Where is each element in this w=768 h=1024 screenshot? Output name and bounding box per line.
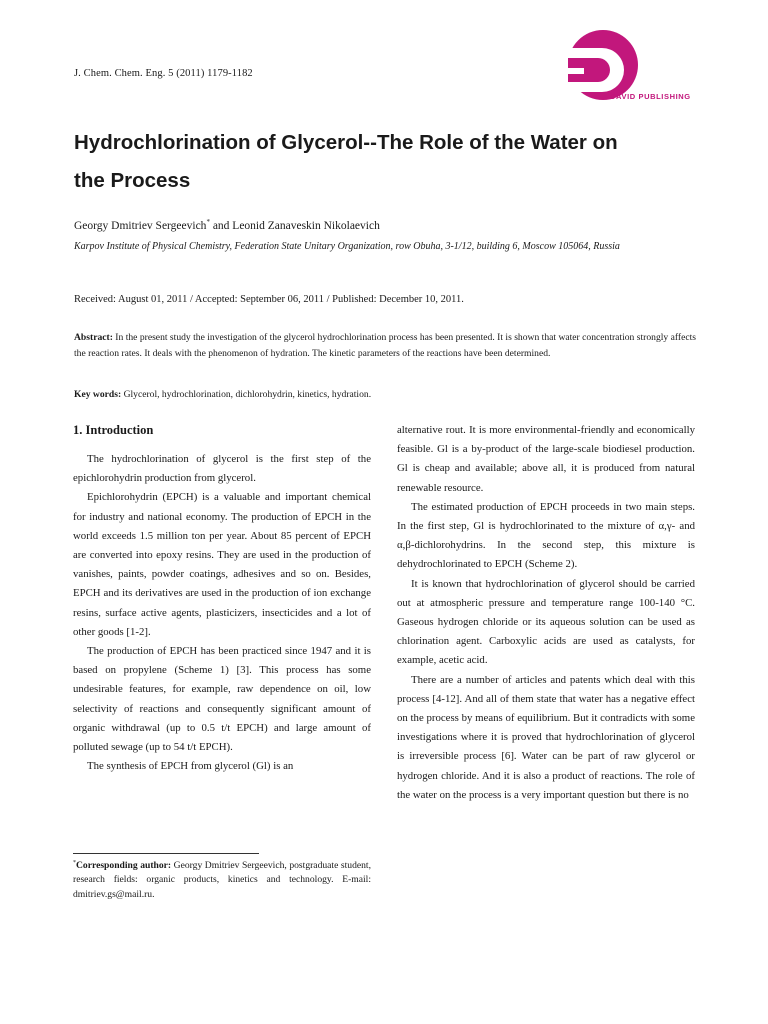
author-1: Georgy Dmitriev Sergeevich [74,219,207,232]
paragraph: The production of EPCH has been practiced since 1947 and it is based on propylene (Scheme 1) [3]. This process has some undesirable features, for example, raw dependence on oil, low selectivity of reactions and consequently significant amount of organic withdrawal (up to 0.5 t/t EPCH) and large amount of polluted sewage (up to 54 t/t EPCH). [73,645,371,754]
author-2: and Leonid Zanaveskin Nikolaevich [209,219,380,232]
keywords-text: Glycerol, hydrochlorination, dichlorohydrin, kinetics, hydration. [121,389,372,400]
section-heading-introduction: 1. Introduction [73,423,154,437]
abstract-text: In the present study the investigation of the glycerol hydrochlorination process has been presented. It is shown that water concentration strongly affects the reaction rates. It deals with the phenomenon of hydration. The kinetic parameters of the reactions have been determined. [74,332,696,359]
footnote [73,856,371,902]
keywords-label: Key words: [74,389,122,400]
affiliation: Karpov Institute of Physical Chemistry, Federation State Unitary Organization, row Obuha, 3-1/12, building 6, Moscow 105064, Russia [74,241,620,252]
paper-title [74,124,714,200]
paragraph: The hydrochlorination of glycerol is the first step of the epichlorohydrin production from glycerol. [73,453,371,485]
abstract [74,330,696,361]
publication-dates: Received: August 01, 2011 / Accepted: September 06, 2011 / Published: December 10, 2011. [74,294,464,305]
abstract-label: Abstract: [74,332,113,343]
corresponding-marker: * [206,218,210,226]
paragraph: The synthesis of EPCH from glycerol (Gl) is an [87,760,294,773]
paragraph: It is known that hydrochlorination of glycerol should be carried out at atmospheric pressure and temperature range 100-140 °C. Gaseous hydrogen chloride or its aqueous solution can be used as chlorination agent. Carboxylic acids are used as catalysts, for example, acetic acid. [397,577,695,667]
logo-wordmark: DAVID PUBLISHING [610,92,691,101]
paragraph: There are a number of articles and patents which deal with this process [4-12]. And all of them state that water has a negative effect on the process by means of equilibrium. But it contradicts with some investigations where it is proved that hydrochlorination of glycerol is irreversible process [6]. Water can be part of raw glycerol or hydrogen chloride. And it is also a product of reactions. The role of the water on the process is a very important question but there is no [397,673,695,801]
footnote-marker: * [73,860,76,866]
right-column [397,421,695,805]
journal-reference: J. Chem. Chem. Eng. 5 (2011) 1179-1182 [74,68,253,79]
footnote-label: Corresponding author: [76,860,172,872]
paragraph: The estimated production of EPCH proceeds in two main steps. In the first step, Gl is hydrochlorinated to the mixture of α,γ- and α,β-dichlorohydrins. In the second step, this mixture is dehydrochlorinated to EPCH (Scheme 2). [397,500,695,571]
footnote-text: Georgy Dmitriev Sergeevich, postgraduate student, research fields: organic products, kinetics and technology. E-mail: dmitriev.gs@mail.ru. [73,860,371,900]
paragraph: alternative rout. It is more environmental-friendly and economically feasible. Gl is a by-product of the large-scale biodiesel production. Gl is cheap and available; above all, it is produced from natural renewable resource. [397,424,695,494]
keywords [74,389,371,400]
publisher-logo [562,30,702,110]
footnote-divider [73,853,259,854]
title-line-2: the Process [74,169,191,192]
left-column [73,450,371,776]
authors [74,218,380,232]
paragraph: Epichlorohydrin (EPCH) is a valuable and important chemical for industry and national economy. The production of EPCH in the world exceeds 1.5 million ton per year. About 85 percent of EPCH are converted into epoxy resins. They are used in the production of vanishes, paints, powder coatings, adhesives and so on. Besides, EPCH and its derivatives are used in the production of ion exchange resins, surface active agents, plasticizers, insecticides and a lot of other goods [1-2]. [73,491,371,638]
title-line-1: Hydrochlorination of Glycerol--The Role of the Water on [74,131,618,154]
